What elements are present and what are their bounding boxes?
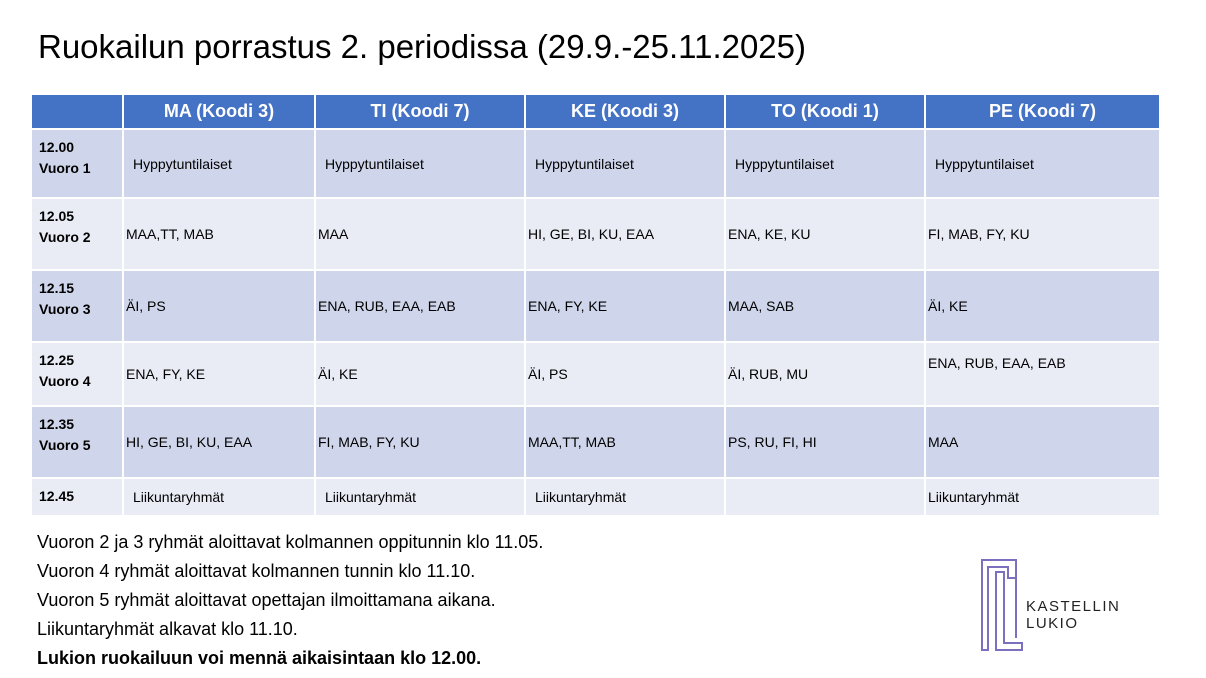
table-row	[31, 270, 1160, 342]
school-logo	[978, 558, 1158, 653]
header-cell-friday: PE (Koodi 7)	[925, 94, 1160, 129]
note-line: Vuoron 5 ryhmät aloittavat opettajan ilmoittamana aikana.	[37, 590, 496, 610]
slot-turn: Vuoro 5	[39, 437, 91, 453]
table-cell: FI, MAB, FY, KU	[925, 198, 1160, 270]
table-cell: ENA, RUB, EAA, EAB	[315, 270, 525, 342]
slot-cell	[31, 342, 123, 406]
slot-time: 12.00	[39, 139, 75, 155]
slot-time: 12.05	[39, 208, 75, 224]
table-cell: MAA	[925, 406, 1160, 478]
slot-turn: Vuoro 3	[39, 301, 91, 317]
table-cell: MAA,TT, MAB	[123, 198, 315, 270]
table-cell: HI, GE, BI, KU, EAA	[123, 406, 315, 478]
table-row	[31, 406, 1160, 478]
note-line: Liikuntaryhmät alkavat klo 11.10.	[37, 619, 298, 639]
table-cell	[725, 478, 925, 516]
table-cell: HI, GE, BI, KU, EAA	[525, 198, 725, 270]
table-row	[31, 342, 1160, 406]
table-cell: ÄI, KE	[315, 342, 525, 406]
table-cell: ENA, KE, KU	[725, 198, 925, 270]
logo-line-1: KASTELLIN	[1026, 598, 1121, 615]
header-cell-thursday: TO (Koodi 1)	[725, 94, 925, 129]
slot-cell	[31, 129, 123, 198]
slot-turn: Vuoro 1	[39, 160, 91, 176]
slot-cell	[31, 406, 123, 478]
header-cell-wednesday: KE (Koodi 3)	[525, 94, 725, 129]
logo-line-2: LUKIO	[1026, 615, 1079, 632]
table-cell: ENA, FY, KE	[525, 270, 725, 342]
table-cell: Hyppytuntilaiset	[123, 129, 315, 198]
note-line: Vuoron 4 ryhmät aloittavat kolmannen tunnin klo 11.10.	[37, 561, 476, 581]
table-cell: Hyppytuntilaiset	[315, 129, 525, 198]
table-cell: Hyppytuntilaiset	[725, 129, 925, 198]
slot-time: 12.45	[39, 488, 75, 504]
slot-time: 12.25	[39, 352, 75, 368]
note-line-bold: Lukion ruokailuun voi mennä aikaisintaan klo 12.00.	[37, 648, 482, 668]
lunch-schedule-table	[30, 93, 1161, 517]
table-cell: Hyppytuntilaiset	[525, 129, 725, 198]
slot-cell	[31, 198, 123, 270]
slot-time: 12.35	[39, 416, 75, 432]
table-cell: MAA,TT, MAB	[525, 406, 725, 478]
slot-cell	[31, 478, 123, 516]
table-cell: ÄI, RUB, MU	[725, 342, 925, 406]
header-cell-empty	[31, 94, 123, 129]
table-row	[31, 198, 1160, 270]
table-row	[31, 129, 1160, 198]
logo-text	[1026, 598, 1120, 632]
slot-cell	[31, 270, 123, 342]
page-title: Ruokailun porrastus 2. periodissa (29.9.-25.11.2025)	[38, 28, 807, 65]
table-cell: ÄI, PS	[525, 342, 725, 406]
table-cell: Liikuntaryhmät	[925, 478, 1160, 516]
table-cell: MAA, SAB	[725, 270, 925, 342]
table-row	[31, 478, 1160, 516]
table-cell: MAA	[315, 198, 525, 270]
table-cell: ENA, RUB, EAA, EAB	[925, 342, 1160, 406]
header-cell-tuesday: TI (Koodi 7)	[315, 94, 525, 129]
table-cell: Liikuntaryhmät	[525, 478, 725, 516]
table-cell: FI, MAB, FY, KU	[315, 406, 525, 478]
slot-turn: Vuoro 2	[39, 229, 91, 245]
table-cell: ÄI, PS	[123, 270, 315, 342]
note-line: Vuoron 2 ja 3 ryhmät aloittavat kolmannen oppitunnin klo 11.05.	[37, 532, 544, 552]
header-cell-monday: MA (Koodi 3)	[123, 94, 315, 129]
notes-block	[37, 528, 543, 673]
table-cell: Liikuntaryhmät	[315, 478, 525, 516]
table-cell: PS, RU, FI, HI	[725, 406, 925, 478]
table-cell: ENA, FY, KE	[123, 342, 315, 406]
table-cell: Hyppytuntilaiset	[925, 129, 1160, 198]
table-header-row	[31, 94, 1160, 129]
slot-time: 12.15	[39, 280, 75, 296]
table-cell: Liikuntaryhmät	[123, 478, 315, 516]
table-cell: ÄI, KE	[925, 270, 1160, 342]
slot-turn: Vuoro 4	[39, 373, 91, 389]
